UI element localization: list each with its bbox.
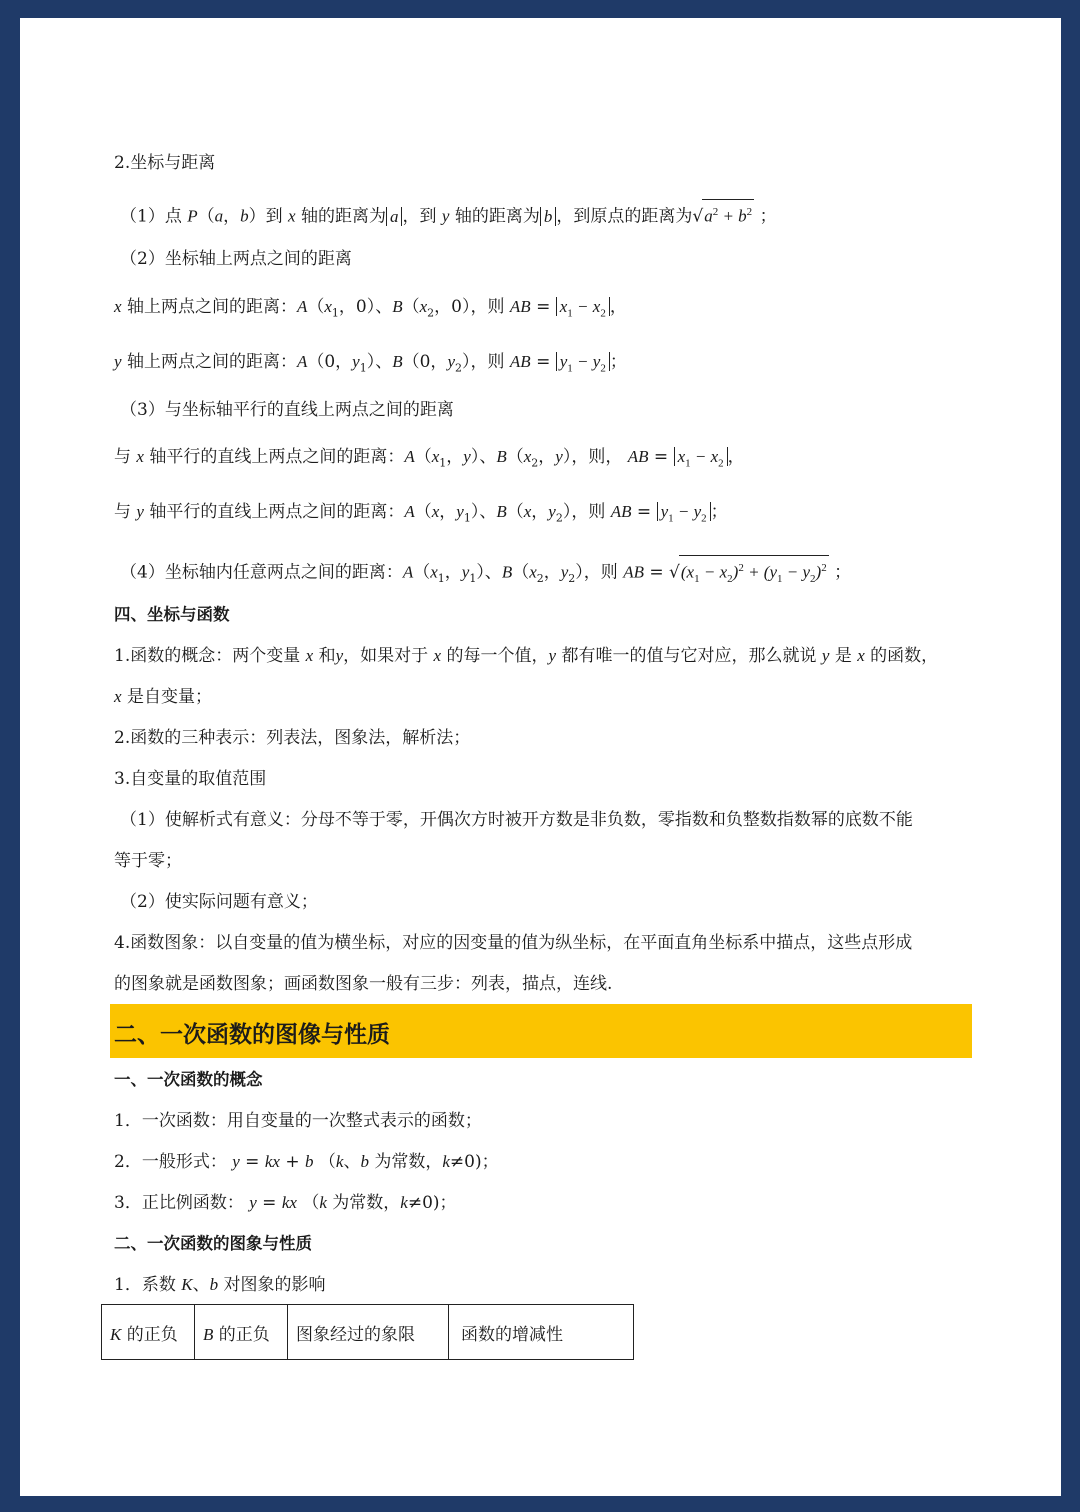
linear-graph-heading: 二、一次函数的图象与性质 [114, 1234, 312, 1253]
coef-effect: 1．系数 K、b 对图象的影响 [114, 1275, 326, 1295]
table-header-cell: B 的正负 [195, 1305, 288, 1360]
linear-concept-heading: 一、一次函数的概念 [114, 1070, 263, 1089]
domain-rule1: （1）使解析式有意义：分母不等于零，开偶次方时被开方数是非负数，零指数和负整数指数幂的底数不能 [120, 810, 913, 830]
func-concept-line1: 1.函数的概念：两个变量 x 和y，如果对于 x 的每一个值，y 都有唯一的值与它对应，那么就说 y 是 x 的函数， [114, 646, 939, 666]
section4-heading: 四、坐标与函数 [114, 605, 230, 624]
linear-def: 1．一次函数：用自变量的一次整式表示的函数； [114, 1111, 482, 1131]
table-header-cell: 函数的增减性 [449, 1305, 634, 1360]
document-page [20, 18, 1061, 1496]
coords-heading: 2.坐标与距离 [114, 153, 216, 173]
item3-title: （3）与坐标轴平行的直线上两点之间的距离 [120, 400, 454, 420]
table-header-cell: 图象经过的象限 [288, 1305, 449, 1360]
any-two-points-distance: （4）坐标轴内任意两点之间的距离：$A(x_1$，$y_1$）、$B(x_2$，$y_2$），则 AB = $√(x_1 - x_2)^2 + (y_1 - y_2)^2$ ； [120, 555, 851, 591]
domain-rule1-cont: 等于零； [114, 851, 182, 871]
section-banner [110, 1004, 972, 1058]
func-concept-line2: x 是自变量； [114, 687, 212, 707]
linear-general-form: 2．一般形式： y = kx + b （k、b 为常数，k≠0)； [114, 1152, 499, 1172]
coefficient-table [101, 1304, 634, 1360]
table-header-row [102, 1305, 634, 1360]
proportional-func: 3．正比例函数： y = kx （k 为常数，k≠0)； [114, 1193, 457, 1213]
x-axis-distance: x 轴上两点之间的距离：$A(x_1$，0）、$B(x_2$，0），则 AB = $x_1 - x_2$ ， [114, 297, 627, 320]
table-header-cell: K 的正负 [102, 1305, 195, 1360]
func-representations: 2.函数的三种表示：列表法，图象法，解析法； [114, 728, 471, 748]
func-graph-line2: 的图象就是函数图象；画函数图象一般有三步：列表，描点，连线. [114, 974, 613, 994]
func-graph-line1: 4.函数图象：以自变量的值为横坐标，对应的因变量的值为纵坐标，在平面直角坐标系中描点，这些点形成 [114, 933, 913, 953]
y-axis-distance: y 轴上两点之间的距离：A（0，$y_1$）、B（0，$y_2$），则 AB = $y_1 - y_2$ ； [114, 352, 627, 375]
parallel-y-distance: 与 y 轴平行的直线上两点之间的距离：A（x，$y_1$）、B（x，$y_2$），则 AB = $y_1 - y_2$ ； [114, 502, 728, 525]
domain-rule2: （2）使实际问题有意义； [120, 892, 318, 912]
parallel-x-distance: 与 x 轴平行的直线上两点之间的距离：$A(x_1$，y）、$B(x_2$，y），则， AB = $x_1 - x_2$ ， [114, 447, 745, 470]
func-domain-heading: 3.自变量的取值范围 [114, 769, 267, 789]
item2-title: （2）坐标轴上两点之间的距离 [120, 249, 352, 269]
banner-title: 二、一次函数的图像与性质 [114, 1022, 390, 1048]
item1-line: （1）点 P（a，b）到 x 轴的距离为 a ，到 y 轴的距离为 b ，到原点的距离为$√a^2 + b^2$ ； [120, 199, 777, 229]
